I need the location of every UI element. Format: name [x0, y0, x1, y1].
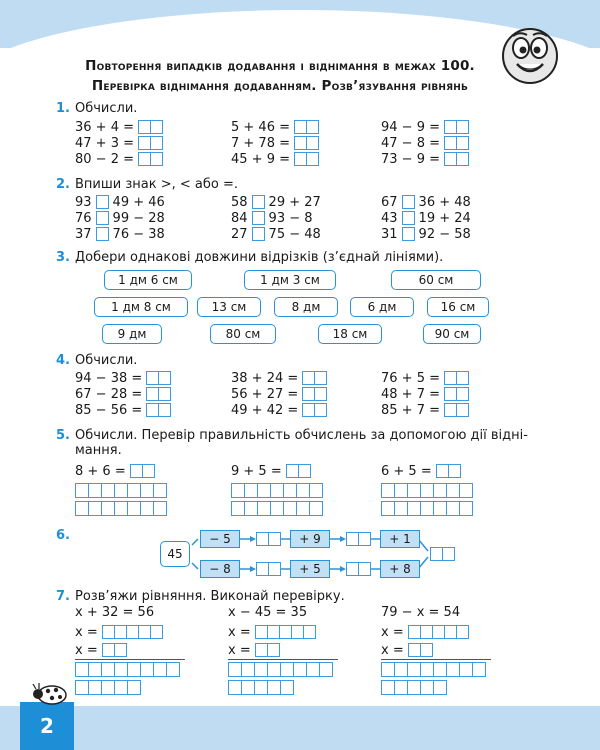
answer-cells[interactable]	[302, 403, 327, 417]
task7-number: 7.	[56, 589, 70, 604]
task1-expr: 73 − 9 =	[381, 151, 469, 167]
segment-card[interactable]: 1 дм 6 см	[104, 270, 192, 290]
answer-cells[interactable]	[286, 464, 311, 478]
task1-expr: 47 + 3 =	[75, 135, 163, 151]
sign-box[interactable]	[402, 211, 415, 225]
answer-cells[interactable]	[138, 120, 163, 134]
solution-row: x =	[228, 642, 280, 658]
segment-card[interactable]: 16 см	[427, 297, 489, 317]
task2-instruction: Впиши знак >, < або =.	[75, 177, 238, 192]
segment-card[interactable]: 60 см	[391, 270, 481, 290]
check-grid[interactable]	[75, 501, 167, 516]
equation: x − 45 = 35	[228, 605, 308, 620]
sign-box[interactable]	[96, 211, 109, 225]
check-grid[interactable]	[228, 680, 294, 695]
footer-band	[0, 706, 600, 750]
sign-box[interactable]	[252, 195, 265, 209]
task4-number: 4.	[56, 353, 70, 368]
check-grid[interactable]	[75, 680, 141, 695]
task2-compare: 58 29 + 27	[231, 194, 321, 210]
segment-card[interactable]: 1 дм 8 см	[94, 297, 188, 317]
task4-expr: 85 + 7 =	[381, 402, 469, 418]
answer-cells[interactable]	[130, 464, 155, 478]
equation: 79 − x = 54	[381, 605, 461, 620]
segment-card[interactable]: 6 дм	[350, 297, 414, 317]
check-grid[interactable]	[381, 483, 473, 498]
solution-cells[interactable]	[408, 625, 469, 639]
solution-row: x =	[75, 642, 127, 658]
chain-operation: − 8	[200, 560, 240, 578]
task1-expr: 36 + 4 =	[75, 119, 163, 135]
task5-instruction-line1: Обчисли. Перевір правильність обчислень за допомогою дії відні-	[75, 428, 528, 443]
answer-cells[interactable]	[294, 136, 319, 150]
answer-cells[interactable]	[444, 120, 469, 134]
chain-answer[interactable]	[256, 532, 281, 546]
task2-compare: 31 92 − 58	[381, 226, 471, 242]
sign-box[interactable]	[252, 211, 265, 225]
segment-card[interactable]: 18 см	[318, 324, 382, 344]
solution-cells[interactable]	[102, 625, 163, 639]
segment-card[interactable]: 13 см	[197, 297, 261, 317]
answer-cells[interactable]	[302, 387, 327, 401]
answer-cells[interactable]	[436, 464, 461, 478]
answer-cells[interactable]	[146, 371, 171, 385]
solution-row: x =	[228, 624, 316, 640]
equation: x + 32 = 56	[75, 605, 155, 620]
page-number: 2	[20, 702, 74, 750]
underline	[75, 659, 185, 660]
sign-box[interactable]	[96, 195, 109, 209]
underline	[228, 659, 338, 660]
sign-box[interactable]	[252, 227, 265, 241]
page-title	[40, 56, 520, 96]
check-grid[interactable]	[231, 501, 323, 516]
check-grid[interactable]	[75, 662, 180, 677]
task2-compare: 43 19 + 24	[381, 210, 471, 226]
task4-expr: 67 − 28 =	[75, 386, 171, 402]
task5-expr: 6 + 5 =	[381, 463, 461, 479]
answer-cells[interactable]	[302, 371, 327, 385]
task3-instruction: Добери однакові довжини відрізків (з’єднай лініями).	[75, 250, 444, 265]
task2-compare: 76 99 − 28	[75, 210, 165, 226]
solution-row: x =	[381, 642, 433, 658]
answer-cells[interactable]	[138, 136, 163, 150]
sign-box[interactable]	[402, 227, 415, 241]
task4-expr: 38 + 24 =	[231, 370, 327, 386]
answer-cells[interactable]	[444, 152, 469, 166]
task2-compare: 84 93 − 8	[231, 210, 313, 226]
check-grid[interactable]	[75, 483, 167, 498]
solution-row: x =	[75, 624, 163, 640]
task1-expr: 5 + 46 =	[231, 119, 319, 135]
task2-compare: 93 49 + 46	[75, 194, 165, 210]
task4-expr: 76 + 5 =	[381, 370, 469, 386]
solution-cells[interactable]	[255, 643, 280, 657]
answer-cells[interactable]	[444, 136, 469, 150]
task2-number: 2.	[56, 177, 70, 192]
task3-number: 3.	[56, 250, 70, 265]
task5-number: 5.	[56, 428, 70, 443]
chain-final-answer[interactable]	[430, 547, 455, 561]
check-grid[interactable]	[231, 483, 323, 498]
task7-instruction: Розв’яжи рівняння. Виконай перевірку.	[75, 589, 345, 604]
task1-instruction: Обчисли.	[75, 101, 138, 116]
task1-expr: 7 + 78 =	[231, 135, 319, 151]
task4-instruction: Обчисли.	[75, 353, 138, 368]
task1-expr: 47 − 8 =	[381, 135, 469, 151]
segment-card[interactable]: 9 дм	[102, 324, 162, 344]
answer-cells[interactable]	[444, 403, 469, 417]
task1-number: 1.	[56, 101, 70, 116]
task1-expr: 80 − 2 =	[75, 151, 163, 167]
solution-row: x =	[381, 624, 469, 640]
task4-expr: 49 + 42 =	[231, 402, 327, 418]
chain-operation: − 5	[200, 530, 240, 548]
answer-cells[interactable]	[146, 403, 171, 417]
task5-expr: 8 + 6 =	[75, 463, 155, 479]
title-line-1: Повторення випадків додавання і віднімання в межах 100.	[85, 58, 475, 74]
task1-expr: 94 − 9 =	[381, 119, 469, 135]
segment-card[interactable]: 80 см	[210, 324, 276, 344]
ladybug-icon	[30, 680, 70, 706]
solution-cells[interactable]	[255, 625, 316, 639]
answer-cells[interactable]	[294, 152, 319, 166]
chain-operation: + 5	[290, 560, 330, 578]
task4-expr: 85 − 56 =	[75, 402, 171, 418]
task4-expr: 94 − 38 =	[75, 370, 171, 386]
answer-cells[interactable]	[444, 371, 469, 385]
segment-card[interactable]: 1 дм 3 см	[244, 270, 336, 290]
task2-compare: 67 36 + 48	[381, 194, 471, 210]
task4-expr: 56 + 27 =	[231, 386, 327, 402]
solution-cells[interactable]	[102, 643, 127, 657]
underline	[381, 659, 491, 660]
task5-instruction-line2: мання.	[75, 443, 122, 458]
check-grid[interactable]	[381, 662, 486, 677]
check-grid[interactable]	[381, 680, 447, 695]
chain-operation: + 9	[290, 530, 330, 548]
task2-compare: 27 75 − 48	[231, 226, 321, 242]
task4-expr: 48 + 7 =	[381, 386, 469, 402]
task6-number: 6.	[56, 528, 70, 543]
answer-cells[interactable]	[294, 120, 319, 134]
title-line-2: Перевірка віднімання додаванням. Розв’язування рівнянь	[91, 78, 469, 94]
segment-card[interactable]: 90 см	[423, 324, 481, 344]
chain-answer[interactable]	[256, 562, 281, 576]
chain-start: 45	[160, 541, 190, 567]
check-grid[interactable]	[381, 501, 473, 516]
chain-answer[interactable]	[346, 562, 371, 576]
answer-cells[interactable]	[444, 387, 469, 401]
check-grid[interactable]	[228, 662, 333, 677]
segment-card[interactable]: 8 дм	[274, 297, 338, 317]
chain-operation: + 8	[380, 560, 420, 578]
answer-cells[interactable]	[138, 152, 163, 166]
task2-compare: 37 76 − 38	[75, 226, 165, 242]
chain-answer[interactable]	[346, 532, 371, 546]
chain-operation: + 1	[380, 530, 420, 548]
answer-cells[interactable]	[146, 387, 171, 401]
task5-expr: 9 + 5 =	[231, 463, 311, 479]
task1-expr: 45 + 9 =	[231, 151, 319, 167]
sign-box[interactable]	[96, 227, 109, 241]
solution-cells[interactable]	[408, 643, 433, 657]
sign-box[interactable]	[402, 195, 415, 209]
